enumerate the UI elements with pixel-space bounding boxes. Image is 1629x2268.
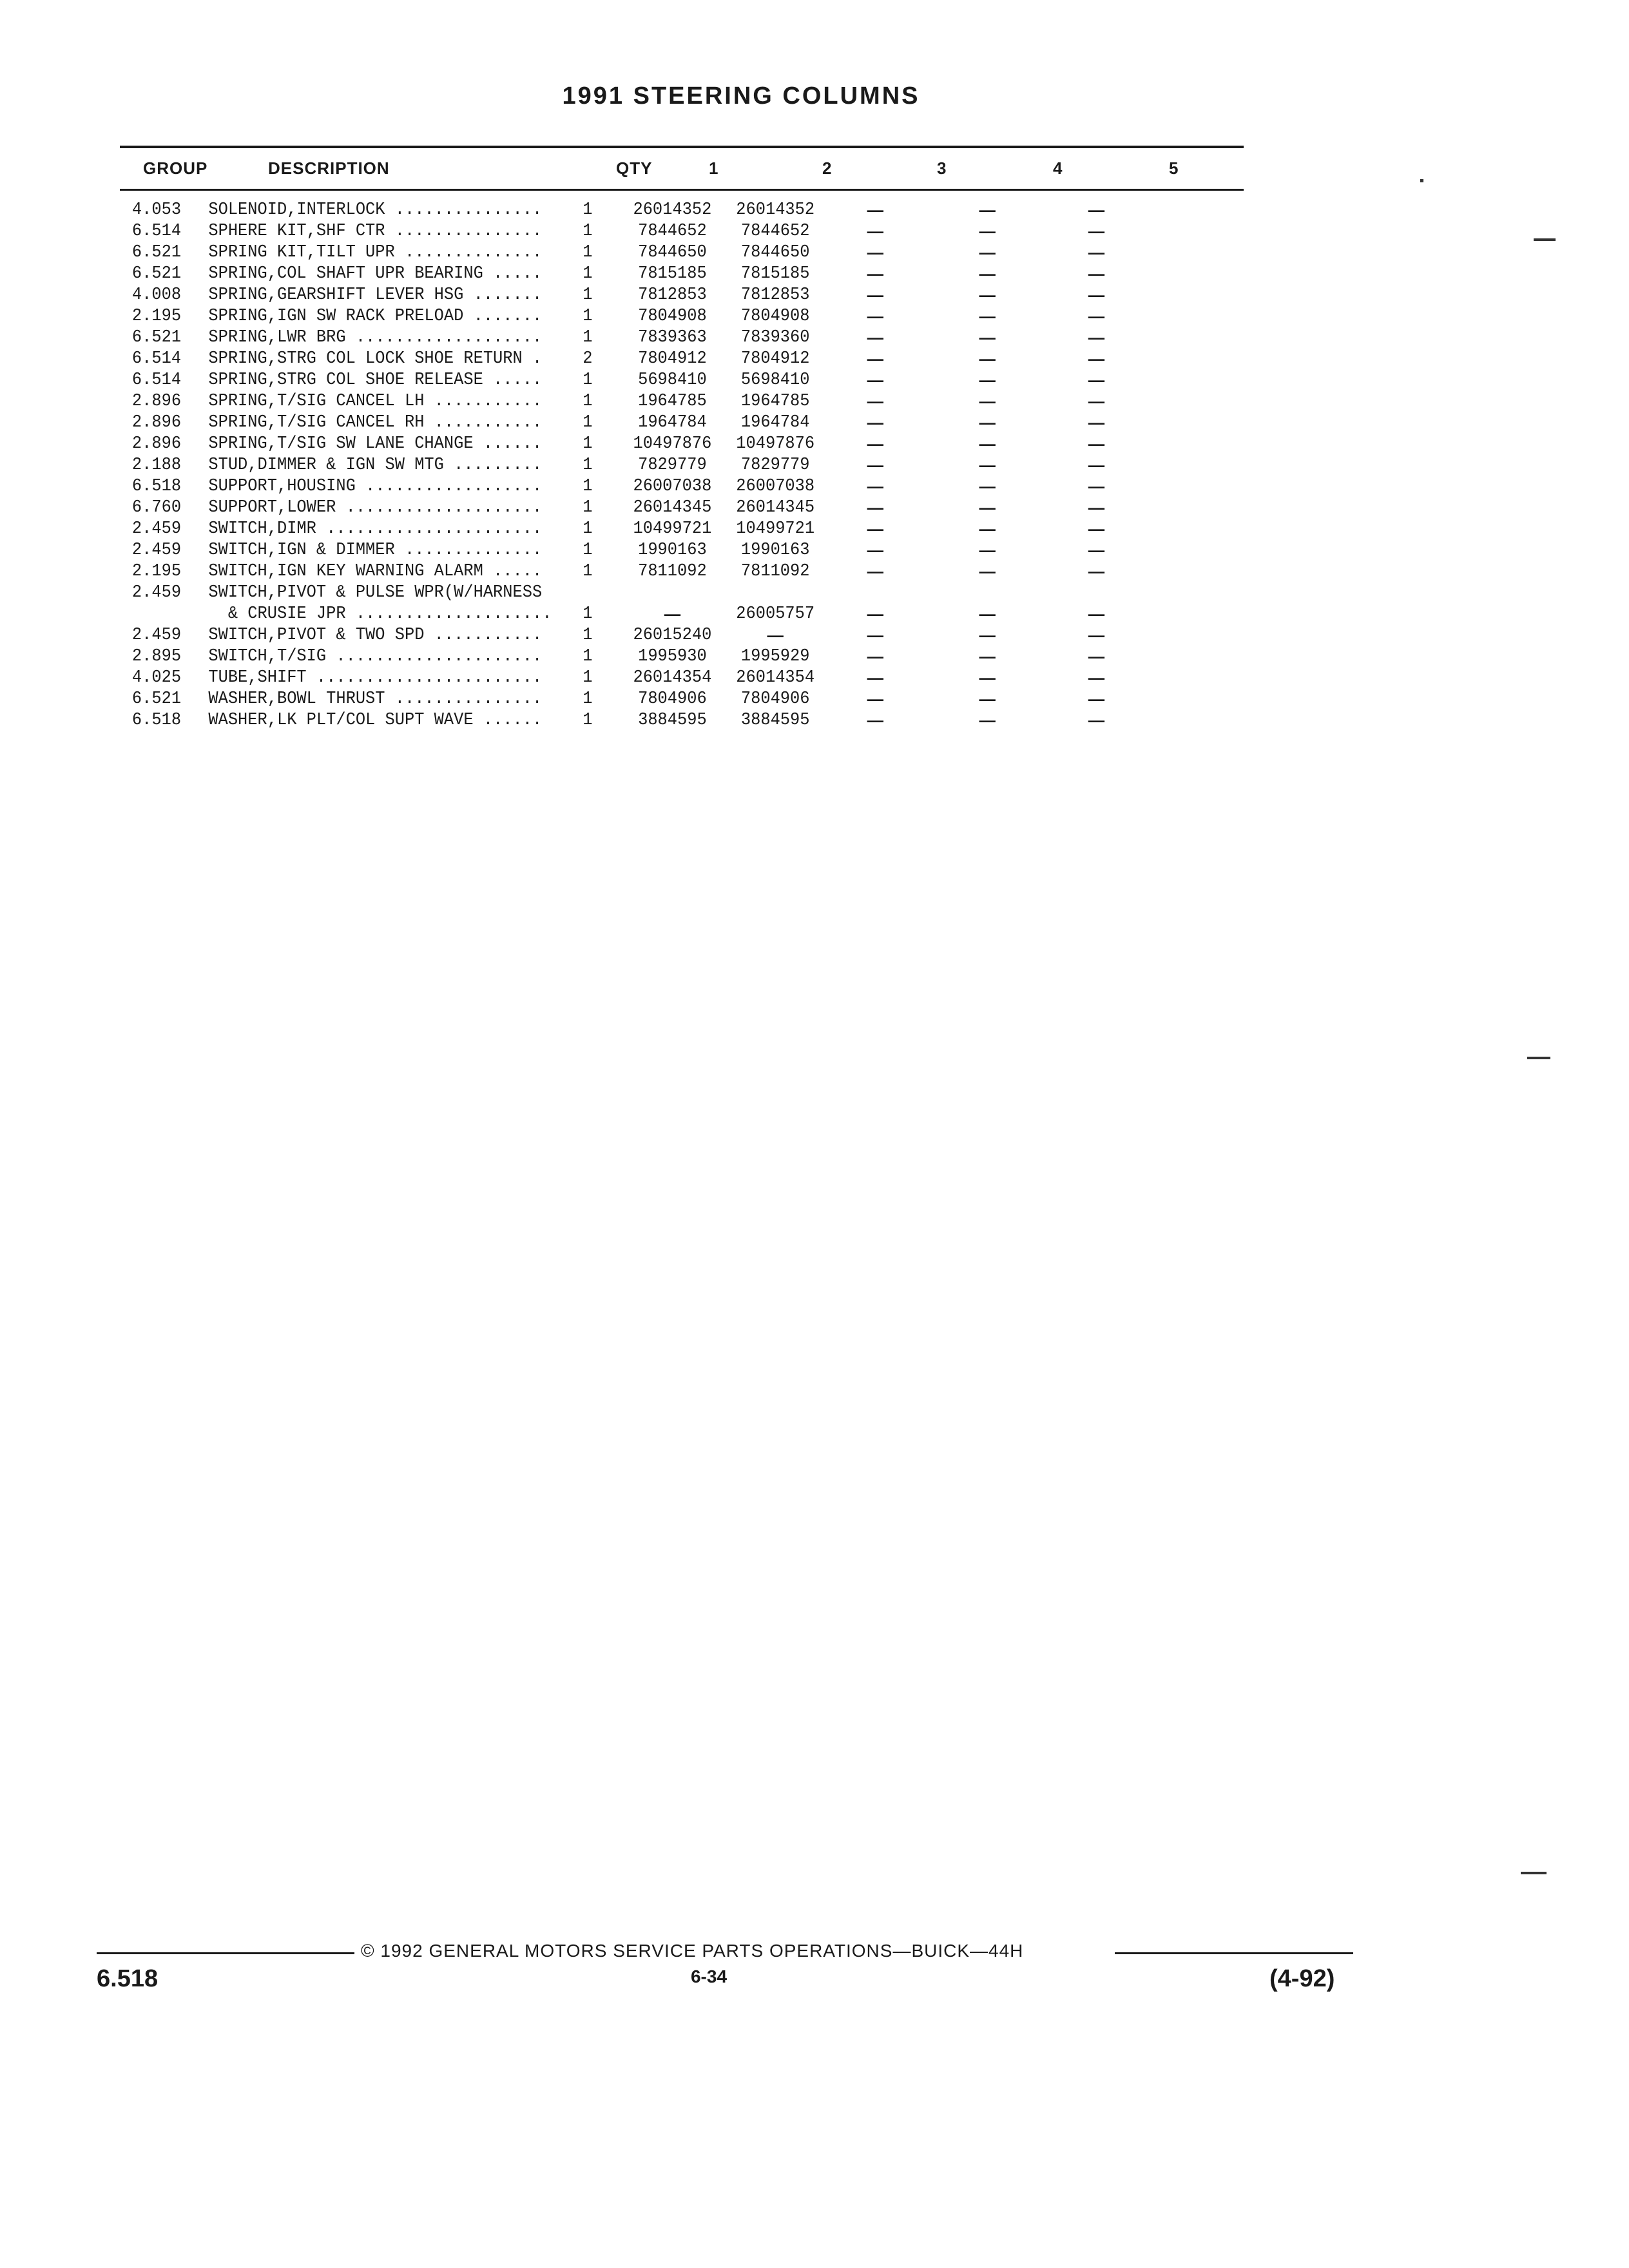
description-cell: SPRING,LWR BRG ...................	[208, 328, 543, 347]
part-number-5-cell: —	[1088, 243, 1105, 262]
part-number-5-cell: —	[1088, 711, 1105, 730]
qty-cell: 1	[583, 541, 593, 560]
qty-cell: 1	[583, 243, 593, 262]
part-number-1-cell: 7812853	[638, 285, 707, 305]
part-number-2-cell: 26014354	[736, 668, 815, 687]
part-number-4-cell: —	[979, 711, 996, 730]
group-cell: 2.459	[131, 541, 182, 560]
part-number-4-cell: —	[979, 370, 996, 390]
part-number-2-cell: 7839360	[740, 328, 810, 347]
group-cell: 6.514	[131, 349, 182, 369]
part-number-1-cell: 26015240	[633, 626, 712, 645]
part-number-5-cell: —	[1088, 392, 1105, 411]
table-row	[0, 200, 1531, 221]
part-number-5-cell: —	[1088, 647, 1105, 666]
col-header-description: DESCRIPTION	[268, 159, 390, 178]
qty-cell: 1	[583, 604, 593, 624]
table-row	[0, 285, 1531, 306]
part-number-3-cell: —	[867, 285, 883, 305]
description-cell: SPRING,COL SHAFT UPR BEARING .....	[208, 264, 543, 284]
part-number-3-cell: —	[867, 200, 883, 220]
group-cell: 6.760	[131, 498, 182, 517]
group-cell: 6.521	[131, 328, 182, 347]
parts-table	[0, 200, 1629, 731]
qty-cell: 1	[583, 434, 593, 454]
description-cell: SPRING KIT,TILT UPR ..............	[208, 243, 543, 262]
qty-cell: 1	[583, 222, 593, 241]
group-cell: 2.195	[131, 562, 182, 581]
part-number-5-cell: —	[1088, 477, 1105, 496]
group-cell: 2.459	[131, 519, 182, 539]
part-number-4-cell: —	[979, 243, 996, 262]
description-cell: WASHER,BOWL THRUST ...............	[208, 689, 543, 709]
part-number-1-cell: 10497876	[633, 434, 712, 454]
group-cell: 4.053	[131, 200, 182, 220]
table-row	[0, 519, 1531, 540]
group-cell: 2.459	[131, 626, 182, 645]
part-number-3-cell: —	[867, 604, 883, 624]
part-number-4-cell: —	[979, 328, 996, 347]
description-cell: SPRING,T/SIG CANCEL RH ...........	[208, 413, 543, 432]
part-number-4-cell: —	[979, 285, 996, 305]
part-number-4-cell: —	[979, 562, 996, 581]
part-number-2-cell: 26014352	[736, 200, 815, 220]
part-number-3-cell: —	[867, 307, 883, 326]
part-number-1-cell: 26014345	[633, 498, 712, 517]
group-cell: 4.025	[131, 668, 182, 687]
table-row	[0, 540, 1531, 561]
copyright-text: © 1992 GENERAL MOTORS SERVICE PARTS OPERATIONS—BUICK—44H	[361, 1941, 1024, 1961]
group-cell: 6.521	[131, 689, 182, 709]
part-number-1-cell: 7811092	[638, 562, 707, 581]
group-cell: 2.459	[131, 583, 182, 602]
description-cell: SUPPORT,HOUSING ..................	[208, 477, 543, 496]
description-cell: SPRING,GEARSHIFT LEVER HSG .......	[208, 285, 543, 305]
part-number-2-cell: 7829779	[740, 456, 810, 475]
part-number-1-cell: 3884595	[638, 711, 707, 730]
table-row	[0, 370, 1531, 391]
part-number-3-cell: —	[867, 264, 883, 284]
group-cell: 2.896	[131, 434, 182, 454]
table-row	[0, 264, 1531, 285]
part-number-3-cell: —	[867, 456, 883, 475]
part-number-2-cell: 10499721	[736, 519, 815, 539]
col-header-3: 3	[937, 159, 947, 178]
part-number-2-cell: 7815185	[740, 264, 810, 284]
part-number-5-cell: —	[1088, 264, 1105, 284]
description-cell: SWITCH,PIVOT & PULSE WPR(W/HARNESS	[208, 583, 543, 602]
part-number-3-cell: —	[867, 413, 883, 432]
part-number-2-cell: 1995929	[740, 647, 810, 666]
group-cell: 2.896	[131, 392, 182, 411]
description-cell: SPRING,T/SIG CANCEL LH ...........	[208, 392, 543, 411]
group-cell: 2.195	[131, 307, 182, 326]
part-number-4-cell: —	[979, 477, 996, 496]
part-number-5-cell: —	[1088, 626, 1105, 645]
part-number-2-cell: —	[767, 626, 784, 645]
part-number-1-cell: 7815185	[638, 264, 707, 284]
part-number-5-cell: —	[1088, 498, 1105, 517]
table-row	[0, 391, 1531, 412]
part-number-5-cell: —	[1088, 285, 1105, 305]
part-number-4-cell: —	[979, 498, 996, 517]
footer-rule-left	[97, 1952, 354, 1954]
qty-cell: 1	[583, 668, 593, 687]
table-row	[0, 434, 1531, 455]
part-number-3-cell: —	[867, 328, 883, 347]
part-number-5-cell: —	[1088, 413, 1105, 432]
group-cell: 6.518	[131, 477, 182, 496]
part-number-4-cell: —	[979, 604, 996, 624]
table-row	[0, 349, 1531, 370]
part-number-5-cell: —	[1088, 434, 1105, 454]
col-header-2: 2	[822, 159, 833, 178]
qty-cell: 1	[583, 562, 593, 581]
description-cell: SOLENOID,INTERLOCK ...............	[208, 200, 543, 220]
description-cell: SPRING,STRG COL SHOE RELEASE .....	[208, 370, 543, 390]
part-number-1-cell: 26014352	[633, 200, 712, 220]
part-number-1-cell: 7844652	[638, 222, 707, 241]
part-number-2-cell: 1964785	[740, 392, 810, 411]
group-cell: 2.896	[131, 413, 182, 432]
part-number-5-cell: —	[1088, 668, 1105, 687]
part-number-1-cell: 7804912	[638, 349, 707, 369]
col-header-1: 1	[709, 159, 719, 178]
col-header-qty: QTY	[616, 159, 653, 178]
description-cell: & CRUSIE JPR ....................	[208, 604, 552, 624]
part-number-2-cell: 26007038	[736, 477, 815, 496]
description-cell: SWITCH,IGN & DIMMER ..............	[208, 541, 543, 560]
part-number-2-cell: 5698410	[740, 370, 810, 390]
part-number-2-cell: 7804906	[740, 689, 810, 709]
part-number-1-cell: 7804908	[638, 307, 707, 326]
part-number-2-cell: 3884595	[740, 711, 810, 730]
description-cell: SWITCH,IGN KEY WARNING ALARM .....	[208, 562, 543, 581]
description-cell: SWITCH,T/SIG .....................	[208, 647, 543, 666]
part-number-1-cell: 7844650	[638, 243, 707, 262]
qty-cell: 1	[583, 413, 593, 432]
table-row	[0, 242, 1531, 264]
part-number-2-cell: 1990163	[740, 541, 810, 560]
part-number-5-cell: —	[1088, 456, 1105, 475]
qty-cell: 1	[583, 647, 593, 666]
part-number-1-cell: 1964785	[638, 392, 707, 411]
description-cell: SPRING,STRG COL LOCK SHOE RETURN .	[208, 349, 543, 369]
part-number-1-cell: 1990163	[638, 541, 707, 560]
description-cell: SPRING,T/SIG SW LANE CHANGE ......	[208, 434, 543, 454]
header-bottom-rule	[120, 189, 1244, 191]
group-cell: 6.521	[131, 264, 182, 284]
part-number-4-cell: —	[979, 222, 996, 241]
part-number-1-cell: —	[664, 604, 681, 624]
part-number-4-cell: —	[979, 626, 996, 645]
part-number-2-cell: 7804912	[740, 349, 810, 369]
table-row	[0, 710, 1531, 731]
part-number-1-cell: 7829779	[638, 456, 707, 475]
part-number-3-cell: —	[867, 498, 883, 517]
part-number-4-cell: —	[979, 392, 996, 411]
part-number-5-cell: —	[1088, 604, 1105, 624]
part-number-5-cell: —	[1088, 222, 1105, 241]
margin-mark	[1534, 238, 1556, 241]
part-number-1-cell: 26007038	[633, 477, 712, 496]
qty-cell: 1	[583, 519, 593, 539]
description-cell: SPRING,IGN SW RACK PRELOAD .......	[208, 307, 543, 326]
table-row	[0, 497, 1531, 519]
description-cell: SPHERE KIT,SHF CTR ...............	[208, 222, 543, 241]
part-number-5-cell: —	[1088, 328, 1105, 347]
part-number-5-cell: —	[1088, 689, 1105, 709]
part-number-4-cell: —	[979, 413, 996, 432]
table-row	[0, 625, 1531, 646]
qty-cell: 1	[583, 626, 593, 645]
part-number-3-cell: —	[867, 626, 883, 645]
group-cell: 6.521	[131, 243, 182, 262]
table-row	[0, 327, 1531, 349]
table-row	[0, 582, 1531, 604]
part-number-4-cell: —	[979, 200, 996, 220]
part-number-5-cell: —	[1088, 519, 1105, 539]
qty-cell: 1	[583, 307, 593, 326]
part-number-4-cell: —	[979, 456, 996, 475]
part-number-2-cell: 7812853	[740, 285, 810, 305]
group-cell: 6.514	[131, 370, 182, 390]
part-number-4-cell: —	[979, 307, 996, 326]
qty-cell: 1	[583, 370, 593, 390]
part-number-4-cell: —	[979, 689, 996, 709]
part-number-3-cell: —	[867, 434, 883, 454]
part-number-4-cell: —	[979, 541, 996, 560]
section-number: 6.518	[97, 1965, 159, 1992]
part-number-3-cell: —	[867, 222, 883, 241]
part-number-5-cell: —	[1088, 200, 1105, 220]
description-cell: SWITCH,DIMR ......................	[208, 519, 543, 539]
group-cell: 6.518	[131, 711, 182, 730]
table-row	[0, 689, 1531, 710]
table-row	[0, 561, 1531, 582]
qty-cell: 1	[583, 477, 593, 496]
part-number-4-cell: —	[979, 434, 996, 454]
part-number-3-cell: —	[867, 349, 883, 369]
part-number-2-cell: 1964784	[740, 413, 810, 432]
part-number-3-cell: —	[867, 562, 883, 581]
qty-cell: 2	[583, 349, 593, 369]
qty-cell: 1	[583, 285, 593, 305]
table-row	[0, 412, 1531, 434]
part-number-3-cell: —	[867, 647, 883, 666]
part-number-5-cell: —	[1088, 541, 1105, 560]
qty-cell: 1	[583, 264, 593, 284]
description-cell: SUPPORT,LOWER ....................	[208, 498, 543, 517]
part-number-1-cell: 7804906	[638, 689, 707, 709]
page-title: 1991 STEERING COLUMNS	[562, 82, 920, 110]
part-number-1-cell: 7839363	[638, 328, 707, 347]
description-cell: SWITCH,PIVOT & TWO SPD ...........	[208, 626, 543, 645]
qty-cell: 1	[583, 200, 593, 220]
group-cell: 4.008	[131, 285, 182, 305]
part-number-4-cell: —	[979, 349, 996, 369]
margin-mark	[1527, 1057, 1550, 1059]
footer-rule-right	[1115, 1952, 1353, 1954]
part-number-2-cell: 26005757	[736, 604, 815, 624]
part-number-3-cell: —	[867, 243, 883, 262]
margin-mark	[1521, 1872, 1547, 1874]
part-number-1-cell: 10499721	[633, 519, 712, 539]
table-row	[0, 668, 1531, 689]
part-number-4-cell: —	[979, 668, 996, 687]
part-number-2-cell: 10497876	[736, 434, 815, 454]
qty-cell: 1	[583, 689, 593, 709]
part-number-3-cell: —	[867, 689, 883, 709]
col-header-4: 4	[1053, 159, 1063, 178]
page-number: 6-34	[690, 1966, 728, 1986]
revision-date: (4-92)	[1269, 1965, 1335, 1992]
part-number-3-cell: —	[867, 477, 883, 496]
part-number-3-cell: —	[867, 711, 883, 730]
qty-cell: 1	[583, 392, 593, 411]
part-number-3-cell: —	[867, 392, 883, 411]
part-number-2-cell: 7804908	[740, 307, 810, 326]
header-top-rule	[120, 146, 1244, 148]
part-number-5-cell: —	[1088, 370, 1105, 390]
part-number-5-cell: —	[1088, 562, 1105, 581]
part-number-5-cell: —	[1088, 307, 1105, 326]
margin-mark	[1420, 179, 1423, 182]
part-number-2-cell: 7811092	[740, 562, 810, 581]
part-number-2-cell: 7844652	[740, 222, 810, 241]
description-cell: TUBE,SHIFT .......................	[208, 668, 543, 687]
col-header-5: 5	[1169, 159, 1179, 178]
part-number-3-cell: —	[867, 541, 883, 560]
part-number-3-cell: —	[867, 668, 883, 687]
part-number-3-cell: —	[867, 370, 883, 390]
table-row	[0, 221, 1531, 242]
col-header-group: GROUP	[143, 159, 208, 178]
part-number-4-cell: —	[979, 647, 996, 666]
qty-cell: 1	[583, 498, 593, 517]
table-row	[0, 455, 1531, 476]
part-number-2-cell: 26014345	[736, 498, 815, 517]
description-cell: WASHER,LK PLT/COL SUPT WAVE ......	[208, 711, 543, 730]
part-number-4-cell: —	[979, 264, 996, 284]
table-row	[0, 604, 1531, 625]
group-cell: 6.514	[131, 222, 182, 241]
part-number-1-cell: 1964784	[638, 413, 707, 432]
qty-cell: 1	[583, 328, 593, 347]
part-number-3-cell: —	[867, 519, 883, 539]
group-cell: 2.188	[131, 456, 182, 475]
part-number-1-cell: 5698410	[638, 370, 707, 390]
group-cell: 2.895	[131, 647, 182, 666]
table-row	[0, 476, 1531, 497]
table-row	[0, 646, 1531, 668]
qty-cell: 1	[583, 456, 593, 475]
description-cell: STUD,DIMMER & IGN SW MTG .........	[208, 456, 543, 475]
part-number-2-cell: 7844650	[740, 243, 810, 262]
table-row	[0, 306, 1531, 327]
part-number-4-cell: —	[979, 519, 996, 539]
qty-cell: 1	[583, 711, 593, 730]
part-number-5-cell: —	[1088, 349, 1105, 369]
part-number-1-cell: 26014354	[633, 668, 712, 687]
part-number-1-cell: 1995930	[638, 647, 707, 666]
